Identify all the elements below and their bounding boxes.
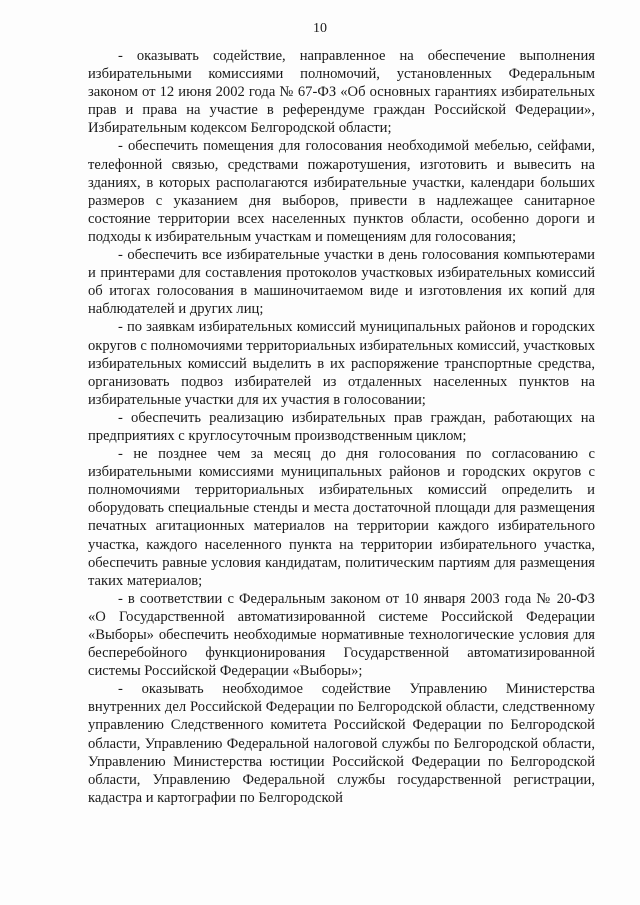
document-body	[88, 47, 595, 807]
paragraph: - оказывать необходимое содействие Управлению Министерства внутренних дел Российской Федерации по Белгородской области, следственному управлению Следственного комитета Российской Федерации по Белгородской области, Управлению Федеральной налоговой службы по Белгородской области, Управлению Министерства юстиции Российской Федерации по Белгородской области, Управлению Федеральной службы государственной регистрации, кадастра и картографии по Белгородской	[88, 681, 595, 806]
page-number: 10	[313, 21, 327, 36]
paragraph: - по заявкам избирательных комиссий муниципальных районов и городских округов с полномочиями территориальных избирательных комиссий, участковых избирательных комиссий выделить в их распоряжение транспортные средства, организовать подвоз избирателей из отдаленных населенных пунктов на избирательные участки для их участия в голосовании;	[88, 319, 595, 408]
paragraph: - обеспечить все избирательные участки в день голосования компьютерами и принтерами для составления протоколов участковых избирательных комиссий об итогах голосования в машиночитаемом виде и изготовления их копий для наблюдателей и других лиц;	[88, 247, 595, 318]
paragraph: - обеспечить помещения для голосования необходимой мебелью, сейфами, телефонной связью, средствами пожаротушения, изготовить и вывесить на зданиях, в которых располагаются избирательные участки, календари больших размеров с указанием дня выборов, привести в надлежащее санитарное состояние территории всех населенных пунктов области, особенно дороги и подходы к избирательным участкам и помещениям для голосования;	[88, 138, 595, 245]
paragraph: - обеспечить реализацию избирательных прав граждан, работающих на предприятиях с круглосуточным производственным циклом;	[88, 409, 595, 444]
paragraph: - в соответствии с Федеральным законом от 10 января 2003 года № 20-ФЗ «О Государственной автоматизированной системе Российской Федерации «Выборы» обеспечить необходимые нормативные технологические условия для бесперебойного функционирования Государственной автоматизированной системы Российской Федерации «Выборы»;	[88, 590, 595, 680]
paragraph: - оказывать содействие, направленное на обеспечение выполнения избирательными комиссиями полномочий, установленных Федеральным законом от 12 июня 2002 года № 67-ФЗ «Об основных гарантиях избирательных прав и права на участие в референдуме граждан Российской Федерации», Избирательным кодексом Белгородской области;	[88, 48, 595, 137]
paragraph: - не позднее чем за месяц до дня голосования по согласованию с избирательными комиссиями муниципальных районов и городских округов с полномочиями территориальных избирательных комиссий определить и оборудовать специальные стенды и места достаточной площади для размещения печатных агитационных материалов на территории каждого избирательного участка, каждого населенного пункта на территории избирательного участка, обеспечить равные условия кандидатам, политическим партиям для размещения таких материалов;	[88, 446, 595, 589]
